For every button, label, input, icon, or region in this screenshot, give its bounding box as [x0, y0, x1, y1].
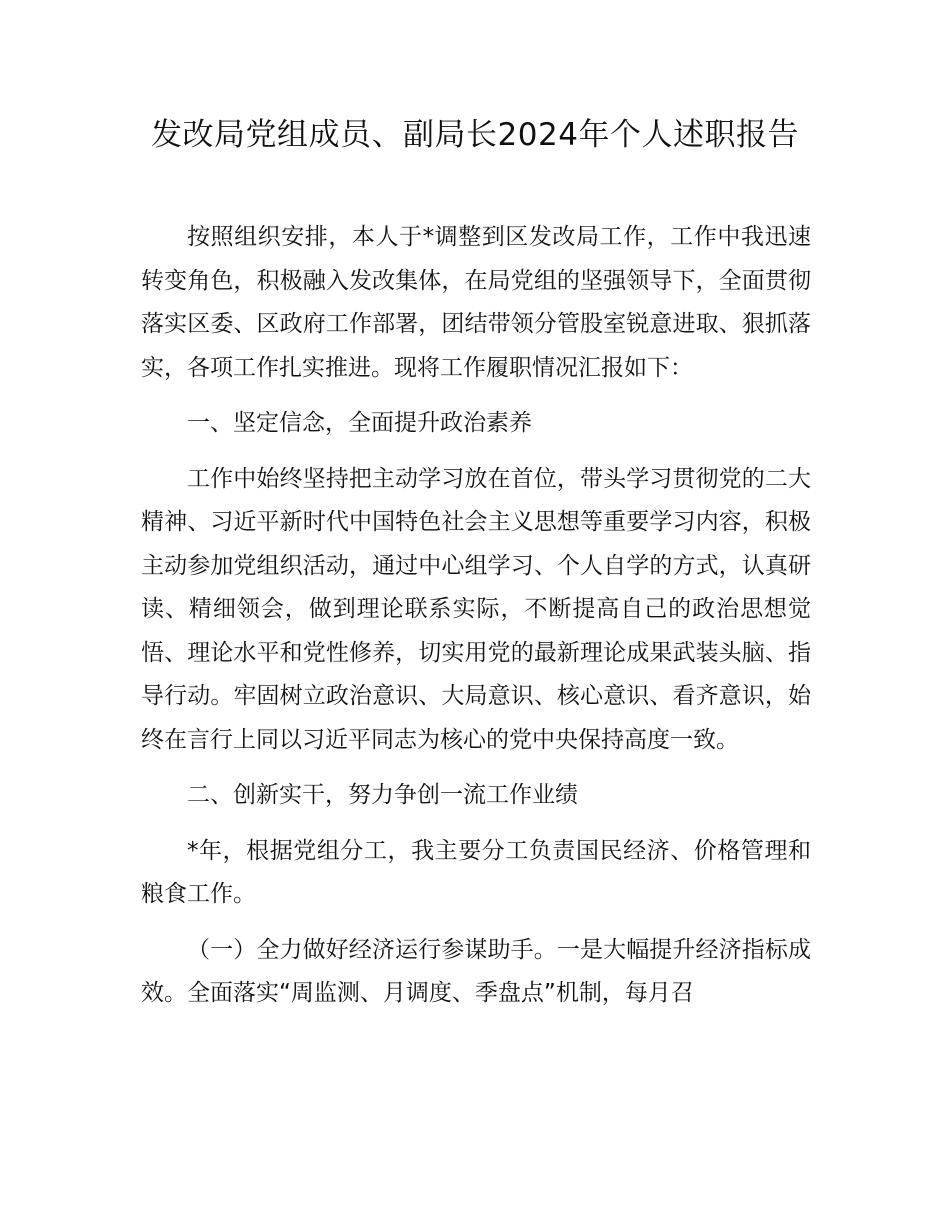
- document-body: [141, 216, 811, 1028]
- subsection-1-paragraph: （一）全力做好经济运行参谋助手。一是大幅提升经济指标成效。全面落实“周监测、月调度、季盘点”机制，每月召: [141, 936, 811, 1006]
- section-2-paragraph: *年，根据党组分工，我主要分工负责国民经济、价格管理和粮食工作。: [141, 837, 811, 907]
- intro-paragraph: 按照组织安排，本人于*调整到区发改局工作，工作中我迅速转变角色，积极融入发改集体，在局党组的坚强领导下，全面贯彻落实区委、区政府工作部署，团结带领分管股室锐意进取、狠抓落实，各项工作扎实推进。现将工作履职情况汇报如下：: [141, 224, 811, 381]
- section-1-paragraph: 工作中始终坚持把主动学习放在首位，带头学习贯彻党的二大精神、习近平新时代中国特色社会主义思想等重要学习内容，积极主动参加党组织活动，通过中心组学习、个人自学的方式，认真研读、精细领会，做到理论联系实际，不断提高自己的政治思想觉悟、理论水平和党性修养，切实用党的最新理论成果武装头脑、指导行动。牢固树立政治意识、大局意识、核心意识、看齐意识，始终在言行上同以习近平同志为核心的党中央保持高度一致。: [141, 465, 811, 753]
- document-title: 发改局党组成员、副局长2024年个人述职报告: [151, 117, 799, 153]
- section-heading-2: 二、创新实干，努力争创一流工作业绩: [187, 782, 578, 808]
- section-heading-1: 一、坚定信念，全面提升政治素养: [187, 410, 532, 436]
